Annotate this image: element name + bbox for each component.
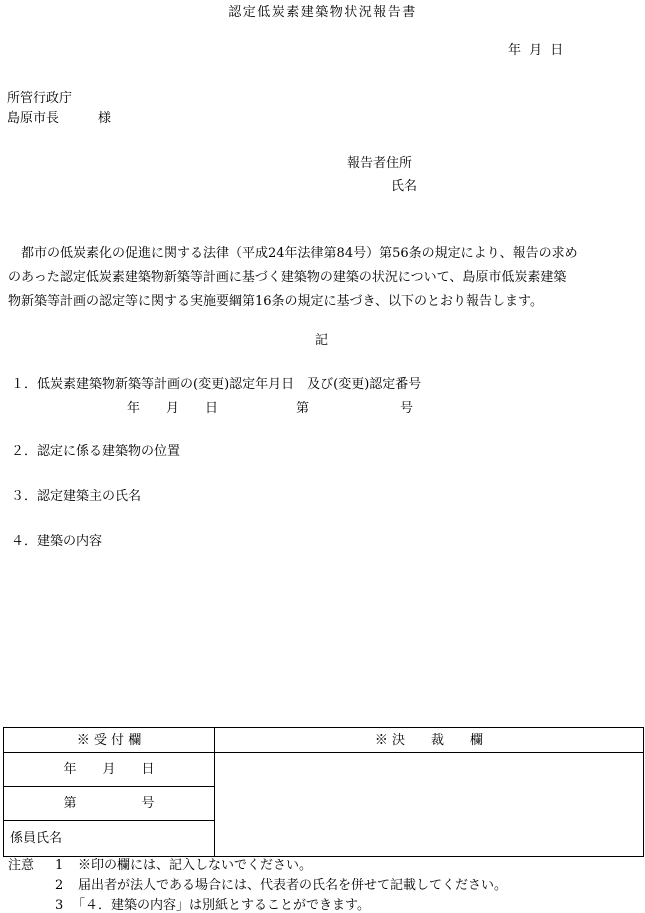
note-1: ※印の欄には、記入しないでください。 — [78, 858, 313, 873]
addressee-mayor: 島原市長 様 — [7, 111, 112, 126]
reception-number-cell: 第 号 — [4, 787, 215, 821]
reporter-address-label: 報告者住所 — [347, 156, 413, 171]
body-line: のあった認定低炭素建築物新築等計画に基づく建築物の建築の状況について、島原市低炭素建築 — [8, 270, 567, 285]
document-title: 認定低炭素建築物状況報告書 — [228, 5, 417, 20]
item-construction-content: ４．建築の内容 — [11, 534, 103, 549]
body-line: 都市の低炭素化の促進に関する法律（平成24年法律第84号）第56条の規定により、報告の求め — [8, 246, 578, 261]
note-number: 1 — [55, 858, 64, 873]
item-certification-date-number: １．低炭素建築物新築等計画の(変更)認定年月日 及び(変更)認定番号 — [11, 377, 422, 392]
body-line: 物新築等計画の認定等に関する実施要綱第16条の規定に基づき、以下のとおり報告します。 — [8, 294, 543, 309]
decision-header: ※ 決 裁 欄 — [215, 728, 644, 753]
staff-name-cell: 係員氏名 — [4, 821, 215, 857]
report-date: 年 月 日 — [508, 43, 566, 58]
reception-header: ※ 受 付 欄 — [4, 728, 215, 753]
reporter-name-label: 氏名 — [391, 179, 418, 194]
note-number: 2 — [55, 878, 64, 893]
reception-decision-table — [3, 727, 644, 857]
ki-heading: 記 — [315, 333, 329, 348]
note-3: 「４．建築の内容」は別紙とすることができます。 — [72, 898, 370, 913]
note-2: 届出者が法人である場合には、代表者の氏名を併せて記載してください。 — [78, 878, 508, 893]
body-paragraph — [8, 242, 640, 314]
note-number: 3 — [55, 898, 64, 913]
addressee-office: 所管行政庁 — [7, 91, 73, 106]
item-certification-date-fields: 年 月 日 第 号 — [127, 401, 414, 416]
decision-cell — [215, 753, 644, 857]
item-owner-name: ３．認定建築主の氏名 — [11, 489, 142, 504]
notes-label: 注意 — [8, 858, 35, 873]
item-building-location: ２．認定に係る建築物の位置 — [11, 444, 181, 459]
reception-date-cell: 年 月 日 — [4, 753, 215, 787]
